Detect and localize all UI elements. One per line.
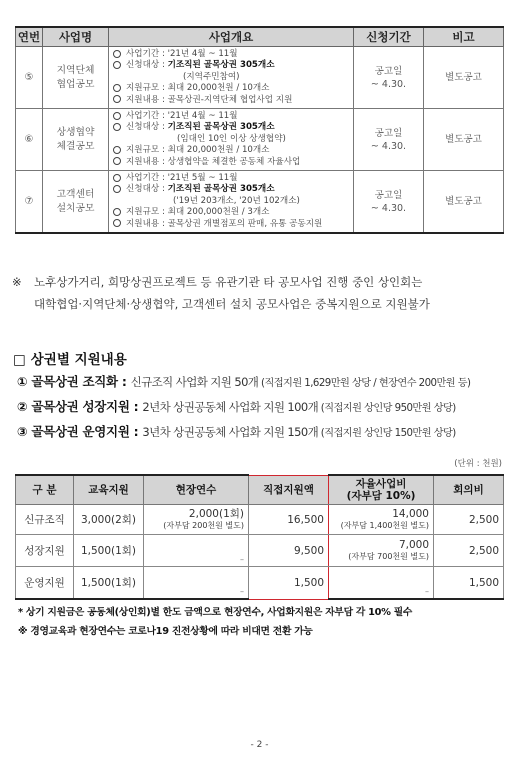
overview-text: 최대 20,000천원 / 10개소 [167,83,270,94]
direct-cell: 9,500 [249,535,329,567]
footnote-text: 노후상가거리, 희망상권프로젝트 등 유관기관 타 공모사업 진행 중인 상인회는 [34,275,423,289]
list-item [17,423,512,448]
row-number: ⑦ [16,171,43,234]
table-row [16,535,504,567]
item-title: ② 골목상권 성장지원 : [17,399,143,414]
overview-line [113,60,349,71]
remark: 별도공고 [424,171,504,234]
program-name-line: 체결공모 [56,140,95,152]
header-self-line: (자부담 10%) [346,490,416,502]
remark: 별도공고 [424,109,504,171]
category-cell: 운영지원 [16,567,74,600]
self-funded-value: 7,000 [398,538,429,551]
category-cell: 성장지원 [16,535,74,567]
item-title: ③ 골목상권 운영지원 : [17,424,143,439]
program-overview [109,47,354,109]
circle-bullet-icon [113,157,121,165]
period-line: ~ 4.30. [370,202,407,214]
item-description: 3년차 상권공동체 사업화 지원 150개 [142,425,319,439]
item-title: ① 골목상권 조직화 : [17,374,131,389]
program-name [43,47,109,109]
item-detail: (직접지원 1,629만원 상당 / 현장연수 200만원 등) [258,378,471,389]
header-period: 신청기간 [354,27,424,47]
circle-bullet-icon [113,61,121,69]
overview-line [113,49,349,60]
application-period [354,171,424,234]
overview-text: '21년 5월 ~ 11월 [167,173,238,184]
period-line: ~ 4.30. [370,78,407,90]
overview-text: '21년 4월 ~ 11월 [167,49,238,59]
header-training: 현장연수 [144,475,249,505]
period-line: 공고일 [374,65,403,77]
support-table-header [16,475,504,505]
remark: 별도공고 [424,47,504,109]
table-row [16,567,504,600]
direct-cell: 16,500 [249,505,329,535]
duplicate-support-footnote [12,271,507,315]
circle-bullet-icon [113,84,121,92]
circle-bullet-icon [113,50,121,58]
overview-line [113,219,349,230]
header-name: 사업명 [43,27,109,47]
training-value: 2,000(1회) [188,507,244,520]
row-number: ⑥ [16,109,43,171]
item-detail: (직접지원 상인당 150만원 상당) [318,428,456,439]
item-description: 2년차 상권공동체 사업화 지원 100개 [142,400,319,414]
training-cell: – [144,567,249,600]
section-heading [13,348,127,368]
note-line: ※ 경영교육과 현장연수는 코로나19 진전상황에 따라 비대면 전환 가능 [18,626,313,637]
overview-text: 골목상권-지역단체 협업사업 지원 [167,94,293,105]
application-period [354,109,424,171]
circle-bullet-icon [113,208,121,216]
overview-line [113,173,349,184]
self-funded-cell [329,535,434,567]
overview-prefix: 사업기간 : [126,173,168,184]
period-line: ~ 4.30. [370,140,407,152]
overview-line [113,145,349,156]
item-detail: (직접지원 상인당 950만원 상당) [318,403,456,414]
circle-bullet-icon [113,219,121,227]
self-funded-value: 14,000 [392,507,429,520]
self-funded-note: (자부담 700천원 별도) [348,551,429,561]
overview-text: 골목상권 개별점포의 판매, 유통 공동지원 [167,218,323,229]
education-cell: 1,500(1회) [74,535,144,567]
header-self-funded [329,475,434,505]
overview-prefix: 지원규모 : [126,83,168,94]
reference-mark: ※ [12,275,22,289]
list-item [17,398,512,423]
direct-cell: 1,500 [249,567,329,600]
overview-prefix: 지원규모 : [126,145,168,156]
overview-text: 기조직된 골목상권 305개소 [167,122,275,133]
program-overview [109,109,354,171]
table-row [16,47,504,109]
circle-bullet-icon [113,95,121,103]
overview-subline: (지역주민참여) [183,71,240,82]
program-table-header [16,27,504,47]
unit-label: (단위 : 천원) [454,459,502,469]
footnote-text: 대학협업·지역단체·상생협약, 고객센터 설치 공모사업은 중복지원으로 지원불가 [34,297,430,311]
overview-text: 최대 20,000천원 / 10개소 [167,145,270,156]
header-num: 연번 [16,27,43,47]
table-row [16,171,504,234]
self-funded-note: (자부담 1,400천원 별도) [340,520,429,530]
circle-bullet-icon [113,146,121,154]
support-table [15,474,504,600]
support-notes [18,603,508,641]
program-name [43,109,109,171]
program-name [43,171,109,234]
overview-prefix: 지원규모 : [126,207,168,218]
overview-prefix: 사업기간 : [126,111,168,122]
header-meeting: 회의비 [434,475,504,505]
period-line: 공고일 [374,127,403,139]
overview-prefix: 지원내용 : [126,156,168,167]
circle-bullet-icon [113,123,121,131]
overview-line [113,122,349,133]
header-education: 교육지원 [74,475,144,505]
header-overview: 사업개요 [109,27,354,47]
circle-bullet-icon [113,112,121,120]
page-number: - 2 - [250,740,269,750]
overview-line [113,184,349,195]
overview-subline: (임대인 10인 이상 상생협약) [177,133,286,144]
row-number: ⑤ [16,47,43,109]
program-name-line: 고객센터 [56,188,95,200]
circle-bullet-icon [113,174,121,182]
table-row [16,505,504,535]
footnote-line [12,271,507,293]
list-item [17,373,512,398]
overview-subline: ('19년 203개소, '20년 102개소) [173,195,300,206]
education-cell: 1,500(1회) [74,567,144,600]
application-period [354,47,424,109]
overview-line [113,95,349,106]
self-funded-cell [329,505,434,535]
table-row [16,109,504,171]
support-items [17,373,512,448]
program-name-line: 지역단체 [56,64,95,76]
training-cell [144,505,249,535]
overview-prefix: 지원내용 : [126,218,168,229]
overview-text: 기조직된 골목상권 305개소 [167,60,275,71]
square-bullet-icon: □ [13,352,26,368]
overview-text: 상생협약을 체결한 공동체 자율사업 [167,156,301,167]
overview-prefix: 신청대상 : [126,122,168,133]
note-line: * 상기 지원금은 공동체(상인회)별 한도 금액으로 현장연수, 사업화지원은 자부담 각 10% 필수 [18,607,413,618]
program-name-line: 설치공모 [56,202,95,214]
training-note: (자부담 200천원 별도) [163,520,244,530]
overview-prefix: 신청대상 : [126,60,168,71]
meeting-cell: 1,500 [434,567,504,600]
program-table [15,26,504,234]
meeting-cell: 2,500 [434,535,504,567]
header-self-line: 자율사업비 [355,478,407,490]
overview-line [113,157,349,168]
header-note: 비고 [424,27,504,47]
item-description: 신규조직 사업화 지원 50개 [130,375,259,389]
overview-line [113,207,349,218]
program-name-line: 협업공모 [56,78,95,90]
program-overview [109,171,354,234]
overview-prefix: 신청대상 : [126,184,168,195]
training-cell: – [144,535,249,567]
section-title-text: 상권별 지원내용 [30,352,127,368]
header-direct: 직접지원액 [249,475,329,505]
education-cell: 3,000(2회) [74,505,144,535]
overview-text: 기조직된 골목상권 305개소 [167,184,275,195]
category-cell: 신규조직 [16,505,74,535]
overview-prefix: 사업기간 : [126,49,168,59]
overview-line [113,111,349,122]
overview-prefix: 지원내용 : [126,94,168,105]
overview-text: 최대 200,000천원 / 3개소 [167,207,270,218]
circle-bullet-icon [113,185,121,193]
meeting-cell: 2,500 [434,505,504,535]
self-funded-cell: – [329,567,434,600]
overview-line [113,83,349,94]
program-name-line: 상생협약 [56,126,95,138]
overview-text: '21년 4월 ~ 11월 [167,111,238,122]
period-line: 공고일 [374,189,403,201]
header-category: 구 분 [16,475,74,505]
